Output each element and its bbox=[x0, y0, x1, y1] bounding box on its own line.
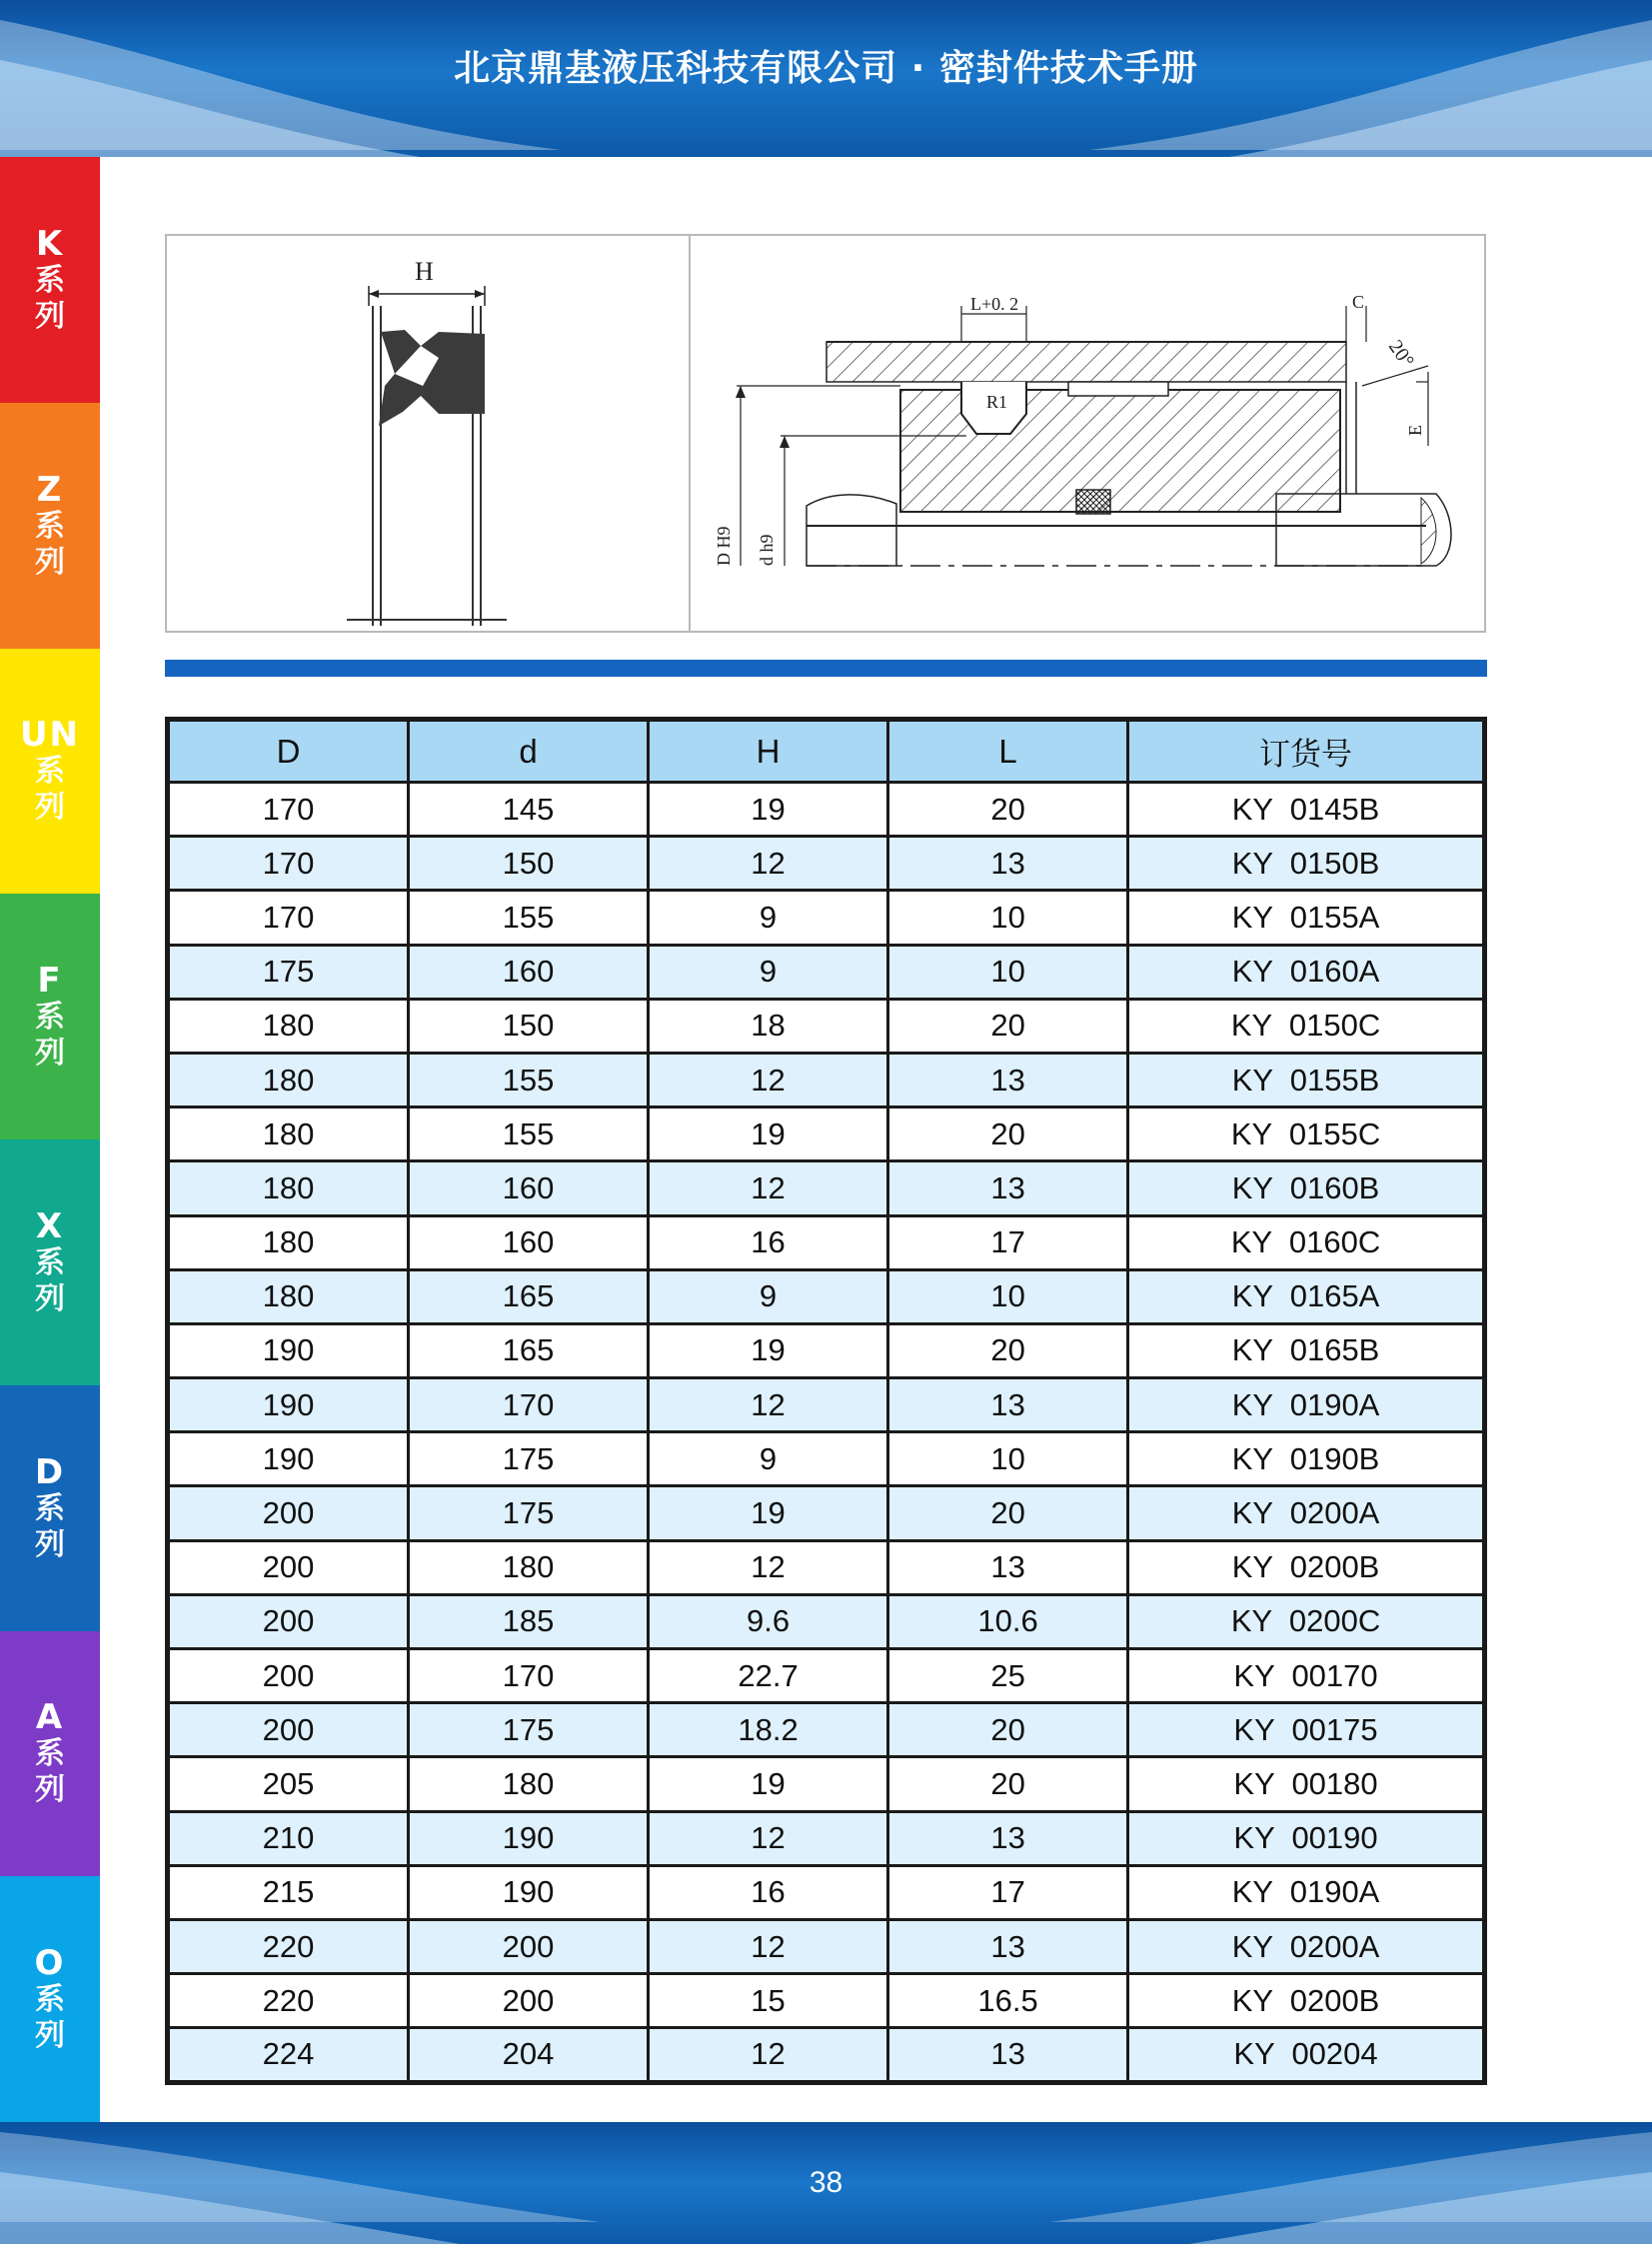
table-cell: 200 bbox=[168, 1703, 409, 1757]
series-tab-code: Z bbox=[36, 469, 64, 510]
table-row bbox=[168, 1865, 1485, 1919]
seal-size-table bbox=[165, 717, 1487, 2085]
table-cell: 10.6 bbox=[888, 1594, 1128, 1648]
table-cell: 150 bbox=[409, 837, 649, 891]
table-cell: 12 bbox=[649, 1540, 888, 1594]
table-header-row bbox=[168, 720, 1485, 783]
table-cell: 200 bbox=[168, 1486, 409, 1540]
table-cell: 13 bbox=[888, 2028, 1128, 2082]
series-tab-code: UN bbox=[19, 715, 81, 756]
table-cell: 12 bbox=[649, 1053, 888, 1107]
table-row bbox=[168, 1108, 1485, 1161]
series-tab-label: 系列 bbox=[35, 754, 65, 826]
table-cell: 220 bbox=[168, 1974, 409, 2028]
series-tab-un[interactable] bbox=[0, 649, 100, 895]
table-cell: KY 0200B bbox=[1128, 1540, 1485, 1594]
table-cell: 150 bbox=[409, 999, 649, 1053]
header-D: D bbox=[168, 720, 409, 783]
table-cell: 180 bbox=[168, 1269, 409, 1323]
header-H: H bbox=[649, 720, 888, 783]
header-order-number: 订货号 bbox=[1128, 720, 1485, 783]
table-row bbox=[168, 1161, 1485, 1215]
section-separator-bar bbox=[165, 660, 1487, 677]
table-cell: 155 bbox=[409, 1053, 649, 1107]
table-cell: 210 bbox=[168, 1811, 409, 1865]
table-row bbox=[168, 1323, 1485, 1377]
table-cell: 165 bbox=[409, 1269, 649, 1323]
table-cell: 19 bbox=[649, 1323, 888, 1377]
page-footer bbox=[0, 2122, 1652, 2244]
table-cell: KY 0200C bbox=[1128, 1594, 1485, 1648]
table-cell: 10 bbox=[888, 1432, 1128, 1486]
table-cell: 17 bbox=[888, 1865, 1128, 1919]
table-row bbox=[168, 1378, 1485, 1432]
header-d: d bbox=[409, 720, 649, 783]
series-tab-code: K bbox=[35, 223, 65, 264]
table-cell: 9 bbox=[649, 1432, 888, 1486]
table-cell: KY 00175 bbox=[1128, 1703, 1485, 1757]
table-cell: 10 bbox=[888, 891, 1128, 945]
table-cell: 13 bbox=[888, 1053, 1128, 1107]
table-cell: 19 bbox=[649, 783, 888, 837]
table-cell: 20 bbox=[888, 1703, 1128, 1757]
table-cell: 200 bbox=[168, 1594, 409, 1648]
drawing-divider bbox=[689, 236, 691, 631]
header-L: L bbox=[888, 720, 1128, 783]
table-cell: KY 0145B bbox=[1128, 783, 1485, 837]
table-row bbox=[168, 945, 1485, 999]
table-cell: KY 0200B bbox=[1128, 1974, 1485, 2028]
table-row bbox=[168, 1974, 1485, 2028]
series-tab-x[interactable] bbox=[0, 1139, 100, 1385]
series-tab-label: 系列 bbox=[35, 1000, 65, 1072]
table-cell: KY 0190A bbox=[1128, 1865, 1485, 1919]
table-row bbox=[168, 1757, 1485, 1811]
table-cell: KY 00180 bbox=[1128, 1757, 1485, 1811]
table-cell: 19 bbox=[649, 1486, 888, 1540]
table-row bbox=[168, 1540, 1485, 1594]
table-cell: 13 bbox=[888, 1540, 1128, 1594]
table-cell: 190 bbox=[409, 1811, 649, 1865]
table-cell: 180 bbox=[168, 1108, 409, 1161]
table-cell: 180 bbox=[168, 999, 409, 1053]
table-row bbox=[168, 1919, 1485, 1973]
table-cell: 13 bbox=[888, 1919, 1128, 1973]
table-row bbox=[168, 1811, 1485, 1865]
series-tab-label: 系列 bbox=[35, 1982, 65, 2054]
series-tab-label: 系列 bbox=[35, 1736, 65, 1808]
page-number: 38 bbox=[809, 2166, 843, 2199]
table-cell: 224 bbox=[168, 2028, 409, 2082]
table-cell: 13 bbox=[888, 837, 1128, 891]
table-cell: 190 bbox=[168, 1378, 409, 1432]
table-cell: 9 bbox=[649, 1269, 888, 1323]
table-cell: 180 bbox=[168, 1053, 409, 1107]
table-cell: 170 bbox=[168, 891, 409, 945]
table-cell: 170 bbox=[168, 837, 409, 891]
table-cell: KY 0160C bbox=[1128, 1215, 1485, 1269]
series-side-tabs bbox=[0, 157, 100, 2122]
table-cell: 20 bbox=[888, 999, 1128, 1053]
table-cell: 9.6 bbox=[649, 1594, 888, 1648]
table-cell: 204 bbox=[409, 2028, 649, 2082]
table-cell: 170 bbox=[168, 783, 409, 837]
table-cell: 20 bbox=[888, 1757, 1128, 1811]
table-cell: 16.5 bbox=[888, 1974, 1128, 2028]
seal-profile-view bbox=[347, 257, 507, 626]
table-cell: 25 bbox=[888, 1649, 1128, 1703]
table-row bbox=[168, 837, 1485, 891]
table-row bbox=[168, 783, 1485, 837]
table-cell: 13 bbox=[888, 1378, 1128, 1432]
table-cell: 20 bbox=[888, 1323, 1128, 1377]
table-row bbox=[168, 1703, 1485, 1757]
page-header bbox=[0, 0, 1652, 157]
table-cell: 13 bbox=[888, 1811, 1128, 1865]
table-cell: KY 00170 bbox=[1128, 1649, 1485, 1703]
series-tab-o[interactable] bbox=[0, 1876, 100, 2122]
table-cell: KY 0155A bbox=[1128, 891, 1485, 945]
dim-label-E: E bbox=[1405, 425, 1425, 436]
table-row bbox=[168, 1594, 1485, 1648]
table-cell: 170 bbox=[409, 1378, 649, 1432]
table-cell: 200 bbox=[409, 1919, 649, 1973]
table-cell: KY 0165A bbox=[1128, 1269, 1485, 1323]
table-row bbox=[168, 1215, 1485, 1269]
table-cell: 12 bbox=[649, 1919, 888, 1973]
table-cell: 15 bbox=[649, 1974, 888, 2028]
seal-diagram bbox=[167, 236, 1488, 635]
table-cell: 9 bbox=[649, 891, 888, 945]
dim-label-R1: R1 bbox=[986, 392, 1008, 412]
table-cell: 12 bbox=[649, 2028, 888, 2082]
table-cell: 180 bbox=[168, 1215, 409, 1269]
dim-label-D: D H9 bbox=[714, 526, 734, 566]
table-cell: 9 bbox=[649, 945, 888, 999]
table-cell: 12 bbox=[649, 837, 888, 891]
table-cell: 18.2 bbox=[649, 1703, 888, 1757]
table-cell: 170 bbox=[409, 1649, 649, 1703]
series-tab-label: 系列 bbox=[35, 508, 65, 580]
table-cell: KY 0190B bbox=[1128, 1432, 1485, 1486]
table-cell: 12 bbox=[649, 1811, 888, 1865]
table-cell: KY 0155B bbox=[1128, 1053, 1485, 1107]
table-cell: 190 bbox=[409, 1865, 649, 1919]
table-cell: KY 00190 bbox=[1128, 1811, 1485, 1865]
table-cell: 18 bbox=[649, 999, 888, 1053]
dim-label-H: H bbox=[415, 257, 434, 286]
table-row bbox=[168, 1432, 1485, 1486]
table-row bbox=[168, 1269, 1485, 1323]
dim-label-L: L+0. 2 bbox=[970, 294, 1019, 314]
table-cell: 190 bbox=[168, 1432, 409, 1486]
series-tab-f[interactable] bbox=[0, 894, 100, 1139]
table-row bbox=[168, 1649, 1485, 1703]
table-cell: 175 bbox=[409, 1703, 649, 1757]
table-cell: 180 bbox=[168, 1161, 409, 1215]
dim-label-angle: 20° bbox=[1383, 336, 1418, 372]
table-row bbox=[168, 1053, 1485, 1107]
table-row bbox=[168, 2028, 1485, 2082]
dim-label-d: d h9 bbox=[757, 534, 777, 566]
table-cell: 10 bbox=[888, 945, 1128, 999]
series-tab-k[interactable] bbox=[0, 157, 100, 403]
table-cell: 19 bbox=[649, 1108, 888, 1161]
table-cell: 180 bbox=[409, 1540, 649, 1594]
table-cell: 175 bbox=[168, 945, 409, 999]
table-cell: 12 bbox=[649, 1161, 888, 1215]
table-cell: 215 bbox=[168, 1865, 409, 1919]
table-cell: 185 bbox=[409, 1594, 649, 1648]
series-tab-label: 系列 bbox=[35, 1490, 65, 1562]
series-tab-d[interactable] bbox=[0, 1385, 100, 1631]
table-cell: 175 bbox=[409, 1486, 649, 1540]
series-tab-code: O bbox=[34, 1943, 66, 1984]
table-cell: KY 0160B bbox=[1128, 1161, 1485, 1215]
table-cell: 200 bbox=[168, 1540, 409, 1594]
table-cell: 160 bbox=[409, 1215, 649, 1269]
table-cell: 155 bbox=[409, 891, 649, 945]
table-cell: 17 bbox=[888, 1215, 1128, 1269]
series-tab-code: X bbox=[35, 1205, 65, 1246]
table-row bbox=[168, 999, 1485, 1053]
table-cell: KY 0200A bbox=[1128, 1486, 1485, 1540]
series-tab-code: A bbox=[35, 1697, 65, 1738]
document-title: 北京鼎基液压科技有限公司 · 密封件技术手册 bbox=[454, 48, 1198, 89]
table-cell: 20 bbox=[888, 1486, 1128, 1540]
table-cell: 20 bbox=[888, 783, 1128, 837]
table-cell: KY 0155C bbox=[1128, 1108, 1485, 1161]
table-cell: 180 bbox=[409, 1757, 649, 1811]
table-cell: KY 0200A bbox=[1128, 1919, 1485, 1973]
table-cell: KY 0165B bbox=[1128, 1323, 1485, 1377]
table-cell: 220 bbox=[168, 1919, 409, 1973]
table-cell: KY 00204 bbox=[1128, 2028, 1485, 2082]
table-row bbox=[168, 1486, 1485, 1540]
series-tab-code: D bbox=[34, 1451, 66, 1492]
table-cell: 10 bbox=[888, 1269, 1128, 1323]
table-cell: 16 bbox=[649, 1215, 888, 1269]
table-cell: 200 bbox=[168, 1649, 409, 1703]
table-cell: 16 bbox=[649, 1865, 888, 1919]
table-cell: 13 bbox=[888, 1161, 1128, 1215]
series-tab-code: F bbox=[37, 961, 63, 1002]
table-cell: 20 bbox=[888, 1108, 1128, 1161]
table-cell: 190 bbox=[168, 1323, 409, 1377]
table-cell: 205 bbox=[168, 1757, 409, 1811]
seal-technical-drawing bbox=[165, 234, 1486, 633]
table-cell: 155 bbox=[409, 1108, 649, 1161]
table-cell: 22.7 bbox=[649, 1649, 888, 1703]
series-tab-label: 系列 bbox=[35, 1244, 65, 1316]
dim-label-C: C bbox=[1352, 292, 1365, 312]
series-tab-label: 系列 bbox=[35, 262, 65, 334]
installation-section-view bbox=[714, 292, 1451, 566]
table-row bbox=[168, 891, 1485, 945]
series-tab-a[interactable] bbox=[0, 1631, 100, 1877]
table-cell: 12 bbox=[649, 1378, 888, 1432]
table-cell: 19 bbox=[649, 1757, 888, 1811]
table-cell: KY 0190A bbox=[1128, 1378, 1485, 1432]
table-cell: 160 bbox=[409, 1161, 649, 1215]
table-cell: KY 0160A bbox=[1128, 945, 1485, 999]
table-cell: 160 bbox=[409, 945, 649, 999]
series-tab-z[interactable] bbox=[0, 403, 100, 649]
table-cell: 145 bbox=[409, 783, 649, 837]
table-cell: KY 0150B bbox=[1128, 837, 1485, 891]
table-cell: 165 bbox=[409, 1323, 649, 1377]
table-cell: 175 bbox=[409, 1432, 649, 1486]
table-cell: 200 bbox=[409, 1974, 649, 2028]
table-cell: KY 0150C bbox=[1128, 999, 1485, 1053]
